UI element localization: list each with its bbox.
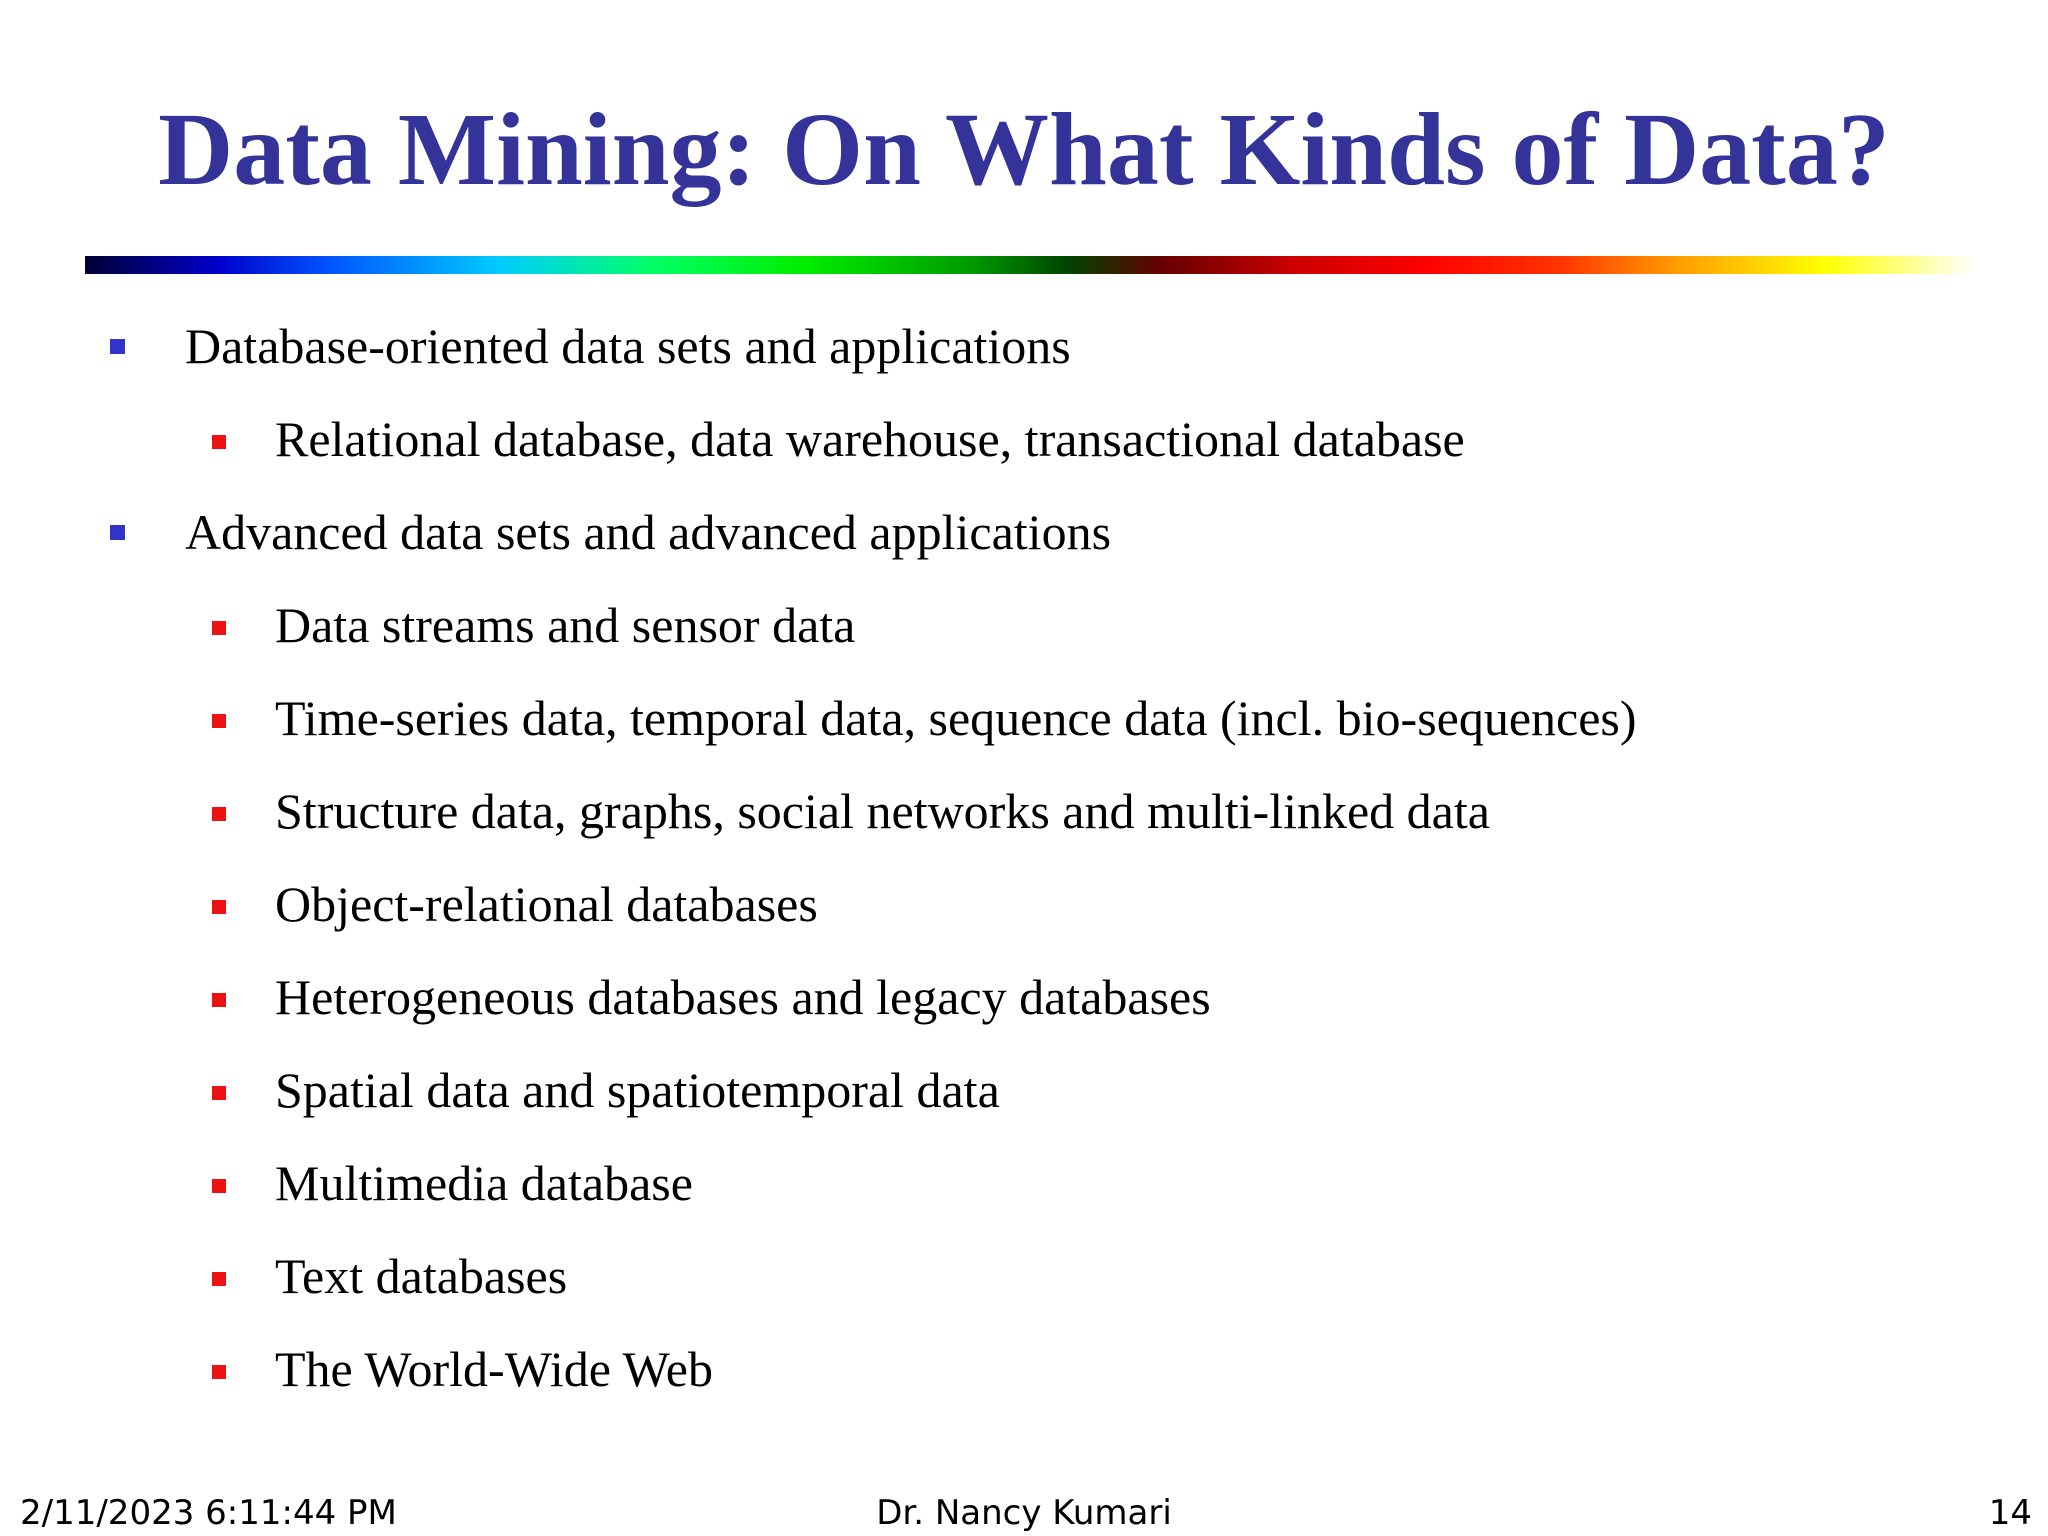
sub-bullet-text: Structure data, graphs, social networks and multi-linked data bbox=[275, 783, 1490, 839]
sub-bullet-item bbox=[0, 399, 2048, 479]
square-bullet-icon bbox=[212, 1086, 226, 1100]
sub-bullet-text: Spatial data and spatiotemporal data bbox=[275, 1062, 1000, 1118]
square-bullet-icon bbox=[212, 621, 226, 635]
sub-bullet-item bbox=[0, 1050, 2048, 1130]
square-bullet-icon bbox=[212, 714, 226, 728]
square-bullet-icon bbox=[212, 1272, 226, 1286]
bullet-text: Advanced data sets and advanced applications bbox=[185, 504, 1112, 560]
footer-date: 2/11/2023 6:11:44 PM bbox=[20, 1493, 397, 1533]
square-bullet-icon bbox=[212, 993, 226, 1007]
footer-author: Dr. Nancy Kumari bbox=[876, 1493, 1172, 1533]
square-bullet-icon bbox=[212, 435, 226, 449]
square-bullet-icon bbox=[110, 339, 125, 354]
sub-bullet-item bbox=[0, 678, 2048, 758]
sub-bullet-item bbox=[0, 585, 2048, 665]
bullet-item bbox=[0, 306, 2048, 386]
bullet-text: Database-oriented data sets and applications bbox=[185, 318, 1071, 374]
sub-bullet-item bbox=[0, 1143, 2048, 1223]
square-bullet-icon bbox=[110, 525, 125, 540]
sub-bullet-text: Time-series data, temporal data, sequence data (incl. bio-sequences) bbox=[275, 690, 1637, 746]
slide-title: Data Mining: On What Kinds of Data? bbox=[158, 92, 1890, 207]
sub-bullet-text: Text databases bbox=[275, 1248, 568, 1304]
sub-bullet-text: The World-Wide Web bbox=[275, 1341, 713, 1397]
sub-bullet-item bbox=[0, 957, 2048, 1037]
square-bullet-icon bbox=[212, 900, 226, 914]
title-divider bbox=[85, 256, 1975, 274]
sub-bullet-item bbox=[0, 864, 2048, 944]
sub-bullet-item bbox=[0, 771, 2048, 851]
sub-bullet-item bbox=[0, 1329, 2048, 1409]
sub-bullet-text: Object-relational databases bbox=[275, 876, 818, 932]
sub-bullet-text: Heterogeneous databases and legacy databases bbox=[275, 969, 1211, 1025]
sub-bullet-text: Relational database, data warehouse, transactional database bbox=[275, 411, 1465, 467]
page-number: 14 bbox=[1988, 1493, 2032, 1533]
square-bullet-icon bbox=[212, 807, 226, 821]
bullet-item bbox=[0, 492, 2048, 572]
sub-bullet-text: Data streams and sensor data bbox=[275, 597, 856, 653]
square-bullet-icon bbox=[212, 1365, 226, 1379]
sub-bullet-item bbox=[0, 1236, 2048, 1316]
sub-bullet-text: Multimedia database bbox=[275, 1155, 693, 1211]
square-bullet-icon bbox=[212, 1179, 226, 1193]
